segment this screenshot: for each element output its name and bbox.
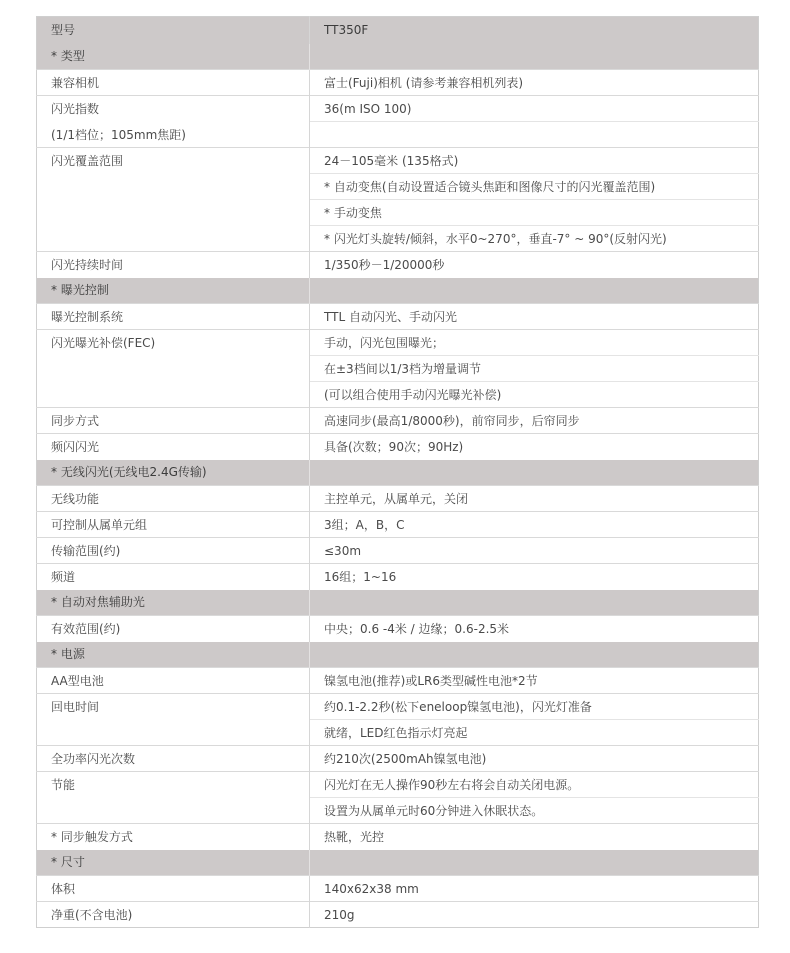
table-row bbox=[37, 434, 759, 460]
table-row bbox=[37, 512, 759, 538]
section-title: * 自动对焦辅助光 bbox=[37, 590, 310, 616]
table-row bbox=[37, 252, 759, 278]
spec-label-cell bbox=[37, 694, 310, 746]
section-header-row bbox=[37, 278, 759, 304]
table-row bbox=[37, 616, 759, 642]
spec-label: 兼容相机 bbox=[51, 76, 100, 90]
spec-value: 中央；0.6 -4米 / 边缘；0.6-2.5米 bbox=[310, 616, 759, 642]
spec-value: 在±3档间以1/3档为增量调节 bbox=[310, 356, 759, 382]
spec-label-cell bbox=[37, 96, 310, 148]
spec-value: 就绪，LED红色指示灯亮起 bbox=[310, 720, 759, 746]
spec-label-cell bbox=[37, 252, 310, 278]
spec-label: 净重(不含电池) bbox=[51, 908, 133, 922]
spec-value: 210g bbox=[310, 902, 759, 928]
spec-label-cell bbox=[37, 304, 310, 330]
spec-value bbox=[310, 122, 759, 148]
table-row bbox=[37, 772, 759, 798]
table-row bbox=[37, 902, 759, 928]
spec-value: 约0.1-2.2秒(松下eneloop镍氢电池)，闪光灯准备 bbox=[310, 694, 759, 720]
spec-label-cell bbox=[37, 148, 310, 252]
spec-label: 传输范围(约) bbox=[51, 544, 121, 558]
spec-label-cell bbox=[37, 486, 310, 512]
spec-label-cell bbox=[37, 512, 310, 538]
spec-table bbox=[36, 16, 759, 928]
spec-label: 回电时间 bbox=[51, 700, 100, 714]
spec-label-cell bbox=[37, 70, 310, 96]
spec-label-cell bbox=[37, 746, 310, 772]
header-model-value: TT350F bbox=[310, 17, 759, 44]
spec-value: 手动，闪光包围曝光； bbox=[310, 330, 759, 356]
table-row bbox=[37, 70, 759, 96]
spec-label: 全功率闪光次数 bbox=[51, 752, 136, 766]
spec-label: 闪光持续时间 bbox=[51, 258, 124, 272]
spec-value: 具备(次数；90次；90Hz) bbox=[310, 434, 759, 460]
spec-label-cell bbox=[37, 772, 310, 824]
spec-label-cell bbox=[37, 330, 310, 408]
section-blank-cell bbox=[310, 590, 759, 616]
table-row bbox=[37, 824, 759, 850]
spec-label-cell bbox=[37, 824, 310, 850]
spec-label-cell bbox=[37, 564, 310, 590]
spec-value: ≤30m bbox=[310, 538, 759, 564]
spec-label: 无线功能 bbox=[51, 492, 100, 506]
spec-value: * 自动变焦(自动设置适合镜头焦距和图像尺寸的闪光覆盖范围) bbox=[310, 174, 759, 200]
spec-label-cell bbox=[37, 876, 310, 902]
spec-value: * 闪光灯头旋转/倾斜，水平0~270°，垂直-7° ~ 90°(反射闪光) bbox=[310, 226, 759, 252]
spec-label: 频闪闪光 bbox=[51, 440, 100, 454]
table-row bbox=[37, 486, 759, 512]
table-row bbox=[37, 96, 759, 122]
spec-label: 闪光曝光补偿(FEC) bbox=[51, 336, 156, 350]
spec-value: 镍氢电池(推荐)或LR6类型碱性电池*2节 bbox=[310, 668, 759, 694]
section-blank-cell bbox=[310, 850, 759, 876]
spec-label-cell bbox=[37, 538, 310, 564]
spec-value: 16组；1~16 bbox=[310, 564, 759, 590]
header-model-label: 型号 bbox=[37, 17, 310, 44]
spec-value: 高速同步(最高1/8000秒)，前帘同步，后帘同步 bbox=[310, 408, 759, 434]
spec-label-note: (1/1档位；105mm焦距) bbox=[51, 128, 186, 142]
spec-label: 闪光覆盖范围 bbox=[51, 154, 124, 168]
table-row bbox=[37, 408, 759, 434]
section-blank-cell bbox=[310, 278, 759, 304]
table-row bbox=[37, 668, 759, 694]
section-header-row bbox=[37, 642, 759, 668]
spec-label: AA型电池 bbox=[51, 674, 104, 688]
table-row bbox=[37, 304, 759, 330]
spec-label: 可控制从属单元组 bbox=[51, 518, 148, 532]
spec-label: 有效范围(约) bbox=[51, 622, 121, 636]
spec-label-cell bbox=[37, 616, 310, 642]
spec-value: 约210次(2500mAh镍氢电池) bbox=[310, 746, 759, 772]
spec-value: 热靴，光控 bbox=[310, 824, 759, 850]
section-blank-cell bbox=[310, 44, 759, 70]
spec-label: 同步方式 bbox=[51, 414, 100, 428]
section-header-row bbox=[37, 44, 759, 70]
spec-value: * 手动变焦 bbox=[310, 200, 759, 226]
spec-value: 24－105毫米 (135格式) bbox=[310, 148, 759, 174]
section-blank-cell bbox=[310, 460, 759, 486]
section-blank-cell bbox=[310, 642, 759, 668]
spec-value: 3组；A，B，C bbox=[310, 512, 759, 538]
section-title: * 无线闪光(无线电2.4G传输) bbox=[37, 460, 310, 486]
spec-label: 频道 bbox=[51, 570, 76, 584]
spec-label: * 同步触发方式 bbox=[51, 830, 133, 844]
table-header-row bbox=[37, 17, 759, 44]
spec-table-body bbox=[37, 17, 759, 928]
spec-label-cell bbox=[37, 408, 310, 434]
spec-label-cell bbox=[37, 434, 310, 460]
spec-value: 主控单元，从属单元，关闭 bbox=[310, 486, 759, 512]
table-row bbox=[37, 330, 759, 356]
spec-value: TTL 自动闪光、手动闪光 bbox=[310, 304, 759, 330]
table-row bbox=[37, 564, 759, 590]
table-row bbox=[37, 694, 759, 720]
table-row bbox=[37, 148, 759, 174]
spec-value: 36(m ISO 100) bbox=[310, 96, 759, 122]
spec-label: 闪光指数 bbox=[51, 102, 100, 116]
spec-value: 富士(Fuji)相机 (请参考兼容相机列表) bbox=[310, 70, 759, 96]
table-row bbox=[37, 538, 759, 564]
section-title: * 尺寸 bbox=[37, 850, 310, 876]
section-title: * 电源 bbox=[37, 642, 310, 668]
section-header-row bbox=[37, 590, 759, 616]
spec-value: 闪光灯在无人操作90秒左右将会自动关闭电源。 bbox=[310, 772, 759, 798]
section-header-row bbox=[37, 460, 759, 486]
section-header-row bbox=[37, 850, 759, 876]
spec-label: 节能 bbox=[51, 778, 76, 792]
spec-label: 曝光控制系统 bbox=[51, 310, 124, 324]
spec-value: 设置为从属单元时60分钟进入休眠状态。 bbox=[310, 798, 759, 824]
spec-label-cell bbox=[37, 668, 310, 694]
table-row bbox=[37, 876, 759, 902]
spec-label-cell bbox=[37, 902, 310, 928]
spec-label: 体积 bbox=[51, 882, 76, 896]
spec-value: 140x62x38 mm bbox=[310, 876, 759, 902]
spec-value: (可以组合使用手动闪光曝光补偿) bbox=[310, 382, 759, 408]
spec-value: 1/350秒－1/20000秒 bbox=[310, 252, 759, 278]
section-title: * 类型 bbox=[37, 44, 310, 70]
table-row bbox=[37, 746, 759, 772]
section-title: * 曝光控制 bbox=[37, 278, 310, 304]
